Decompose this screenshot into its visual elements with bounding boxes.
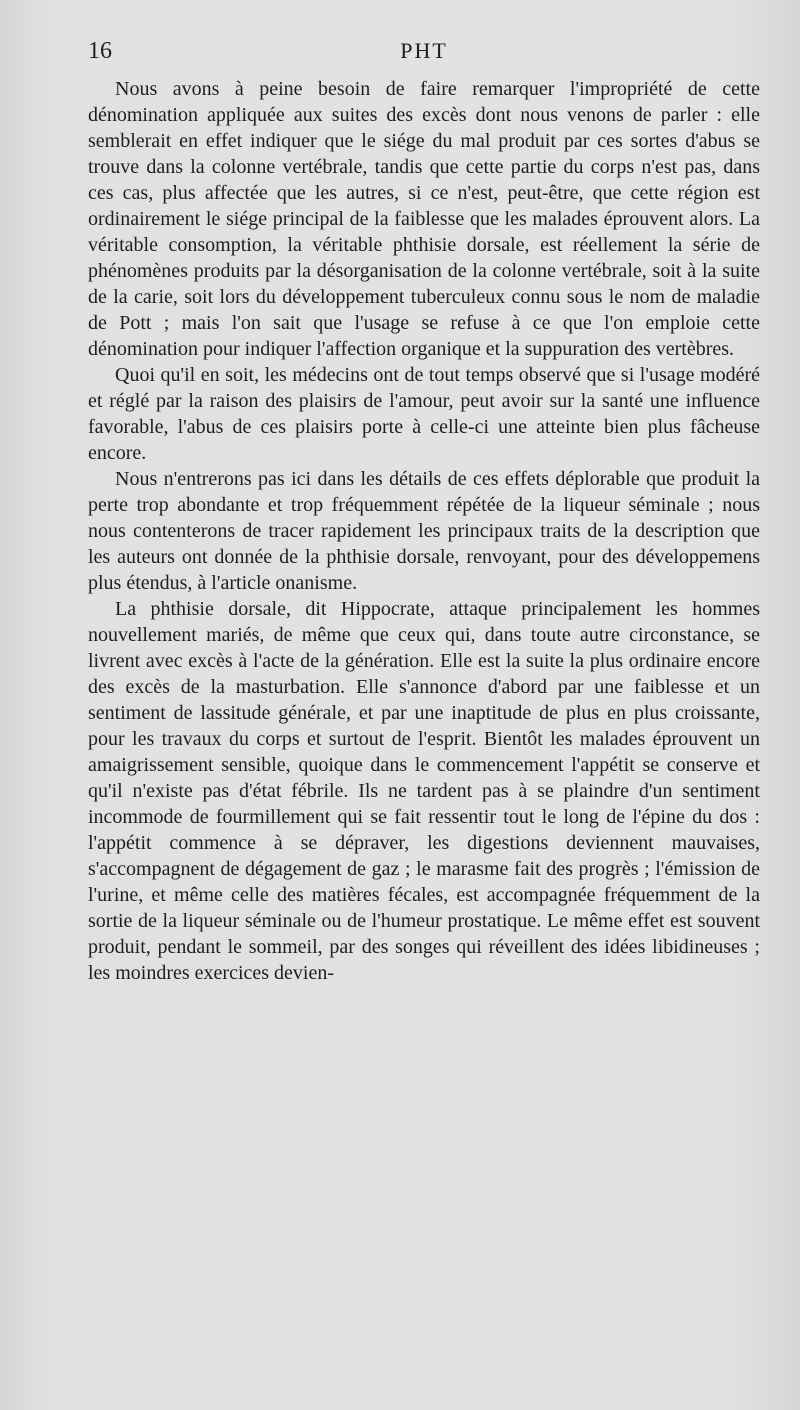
paragraph-3: Nous n'entrerons pas ici dans les détails de ces effets déplorable que produit la perte trop abondante et trop fréquemment répétée de la liqueur séminale ; nous nous contenterons de tracer rapidement les principaux traits de la description que les auteurs ont donnée de la phthisie dorsale, renvoyant, pour des développemens plus étendus, à l'article onanisme. — [88, 468, 760, 594]
running-head: PHT — [400, 38, 448, 63]
page-header — [88, 38, 760, 72]
page-number: 16 — [88, 38, 112, 64]
paragraph-4: La phthisie dorsale, dit Hippocrate, attaque principalement les hommes nouvellement mariés, de même que ceux qui, dans toute autre circonstance, se livrent avec excès à l'acte de la génération. Elle est la suite la plus ordinaire encore des excès de la masturbation. Elle s'annonce d'abord par une faiblesse et un sentiment de lassitude générale, et par une inaptitude de plus en plus croissante, pour les travaux du corps et surtout de l'esprit. Bientôt les malades éprouvent un amaigrissement sensible, quoique dans le commencement l'appétit se conserve et qu'il n'existe pas d'état fébrile. Ils ne tardent pas à se plaindre d'un sentiment incommode de fourmillement qui se fait ressentir tout le long de l'épine du dos : l'appétit commence à se dépraver, les digestions deviennent mauvaises, s'accompagnent de dégagement de gaz ; le marasme fait des progrès ; l'émission de l'urine, et même celle des matières fécales, est accompagnée fréquemment de la sortie de la liqueur séminale ou de l'humeur prostatique. Le même effet est souvent produit, pendant le sommeil, par des songes qui réveillent des idées libidineuses ; les moindres exercices devien- — [88, 598, 760, 984]
paragraph-1: Nous avons à peine besoin de faire remarquer l'impropriété de cette dénomination appliquée aux suites des excès dont nous venons de parler : elle semblerait en effet indiquer que le siége du mal produit par ces sortes d'abus se trouve dans la colonne vertébrale, tandis que cette partie du corps n'est pas, dans ces cas, plus affectée que les autres, si ce n'est, peut-être, que cette région est ordinairement le siége principal de la faiblesse que les malades éprouvent alors. La véritable consomption, la véritable phthisie dorsale, est réellement la série de phénomènes produits par la désorganisation de la colonne vertébrale, soit à la suite de la carie, soit lors du développement tuberculeux connu sous le nom de maladie de Pott ; mais l'on sait que l'usage se refuse à ce que l'on emploie cette dénomination pour indiquer l'affection organique et la suppuration des vertèbres. — [88, 78, 760, 360]
paragraph-2: Quoi qu'il en soit, les médecins ont de tout temps observé que si l'usage modéré et réglé par la raison des plaisirs de l'amour, peut avoir sur la santé une influence favorable, l'abus de ces plaisirs porte à celle-ci une atteinte bien plus fâcheuse encore. — [88, 364, 760, 464]
body-text — [88, 76, 760, 986]
